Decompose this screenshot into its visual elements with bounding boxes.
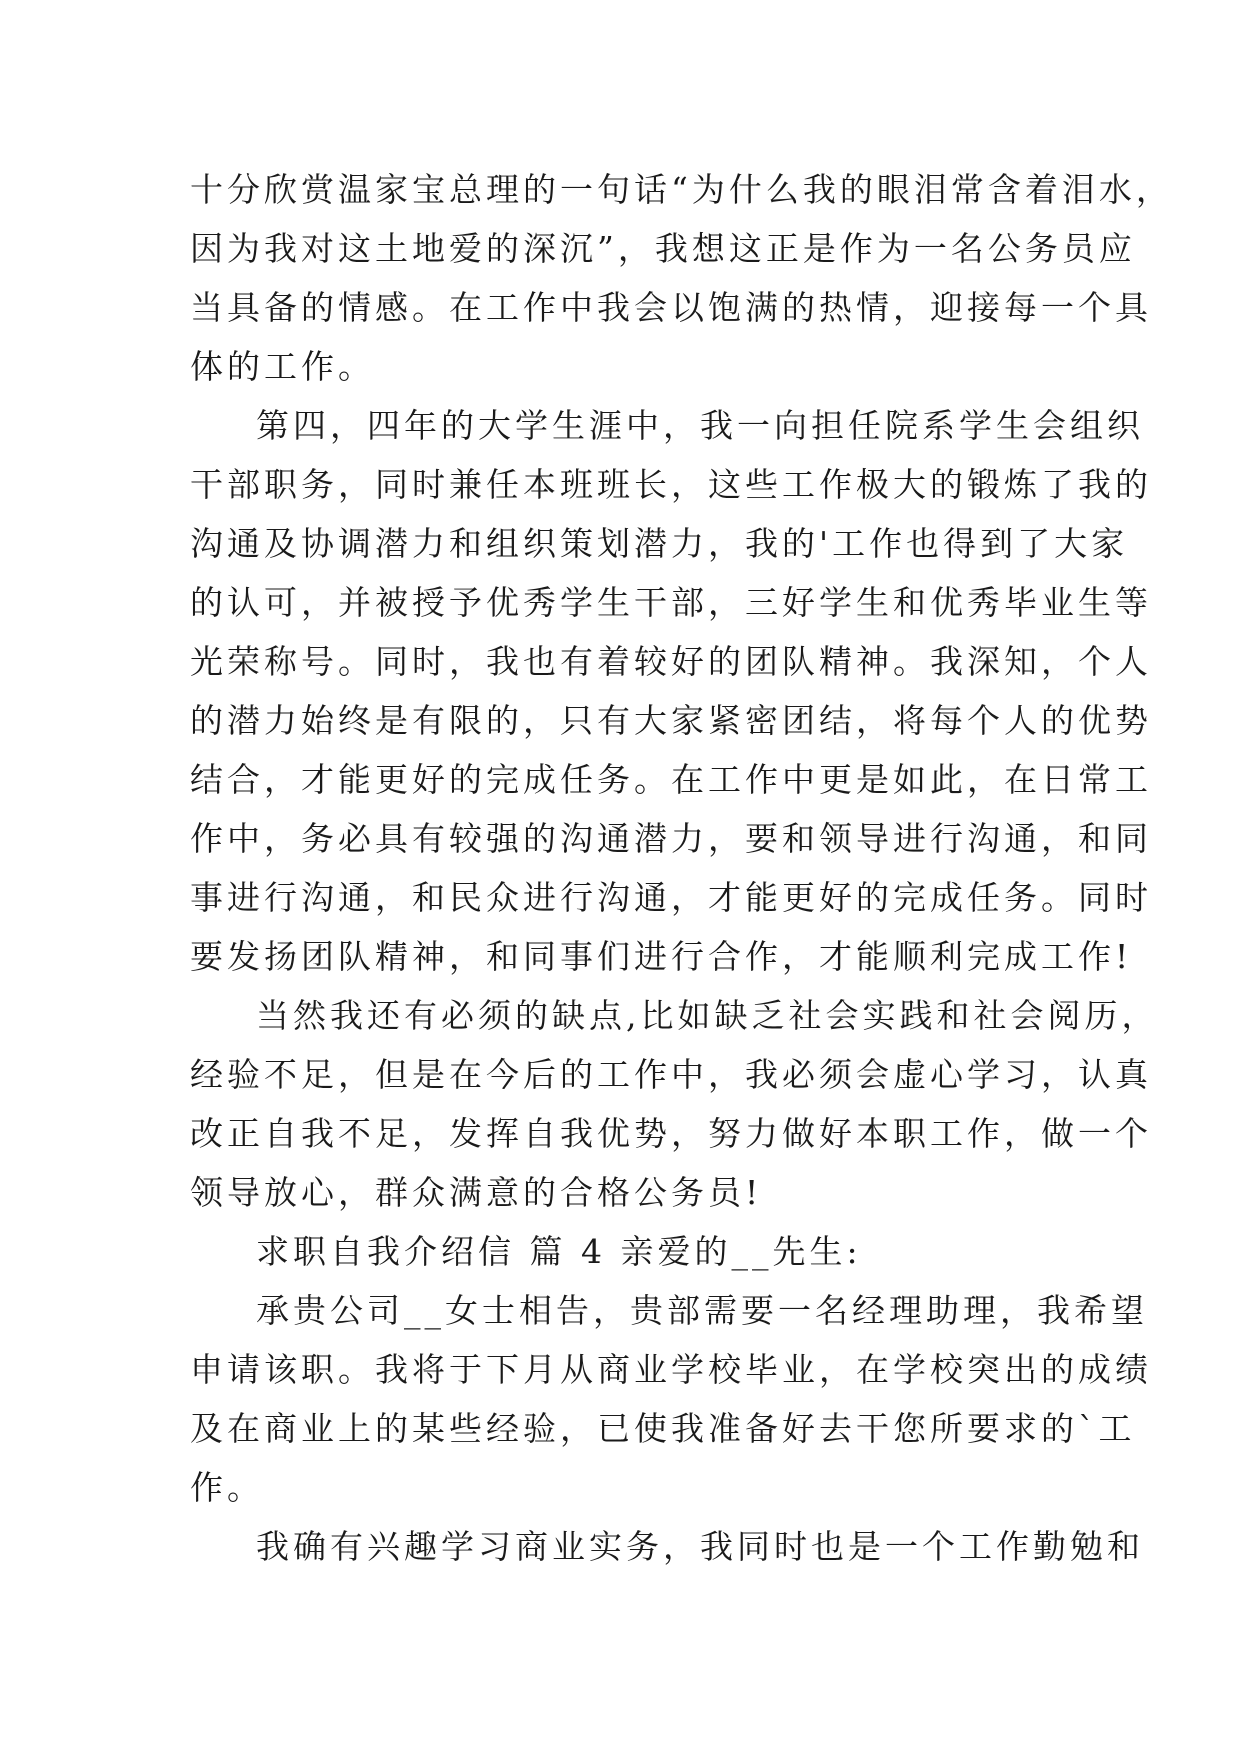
text-line: 当然我还有必须的缺点,比如缺乏社会实践和社会阅历， — [256, 996, 1159, 1035]
document-body — [190, 160, 1173, 1576]
text-line: 沟通及协调潜力和组织策划潜力，我的'工作也得到了大家 — [190, 524, 1129, 563]
text-line: 当具备的情感。在工作中我会以饱满的热情，迎接每一个具 — [190, 288, 1152, 327]
text-line: 结合，才能更好的完成任务。在工作中更是如此，在日常工 — [190, 760, 1152, 799]
text-line: 事进行沟通，和民众进行沟通，才能更好的完成任务。同时 — [190, 878, 1152, 917]
text-line: 我确有兴趣学习商业实务，我同时也是一个工作勤勉和 — [256, 1527, 1144, 1566]
text-line: 及在商业上的某些经验，已使我准备好去干您所要求的`工 — [190, 1409, 1136, 1448]
text-line: 第四，四年的大学生涯中，我一向担任院系学生会组织 — [256, 406, 1144, 445]
text-line: 体的工作。 — [190, 347, 375, 386]
text-line: 要发扬团队精神，和同事们进行合作，才能顺利完成工作! — [190, 937, 1133, 976]
text-line: 作中，务必具有较强的沟通潜力，要和领导进行沟通，和同 — [190, 819, 1152, 858]
section-heading: 求职自我介绍信 篇 4 亲爱的__先生: — [256, 1232, 862, 1271]
text-line: 申请该职。我将于下月从商业学校毕业，在学校突出的成绩 — [190, 1350, 1152, 1389]
text-line: 作。 — [190, 1468, 264, 1507]
text-line: 十分欣赏温家宝总理的一句话“为什么我的眼泪常含着泪水， — [190, 170, 1173, 209]
text-line: 改正自我不足，发挥自我优势，努力做好本职工作，做一个 — [190, 1114, 1152, 1153]
text-line: 承贵公司__女士相告，贵部需要一名经理助理，我希望 — [256, 1291, 1148, 1330]
text-line: 光荣称号。同时，我也有着较好的团队精神。我深知，个人 — [190, 642, 1152, 681]
text-line: 的潜力始终是有限的，只有大家紧密团结，将每个人的优势 — [190, 701, 1152, 740]
text-line: 的认可，并被授予优秀学生干部，三好学生和优秀毕业生等 — [190, 583, 1152, 622]
text-line: 经验不足，但是在今后的工作中，我必须会虚心学习，认真 — [190, 1055, 1152, 1094]
text-line: 干部职务，同时兼任本班班长，这些工作极大的锻炼了我的 — [190, 465, 1152, 504]
text-line: 领导放心，群众满意的合格公务员! — [190, 1173, 763, 1212]
text-line: 因为我对这土地爱的深沉”，我想这正是作为一名公务员应 — [190, 229, 1136, 268]
